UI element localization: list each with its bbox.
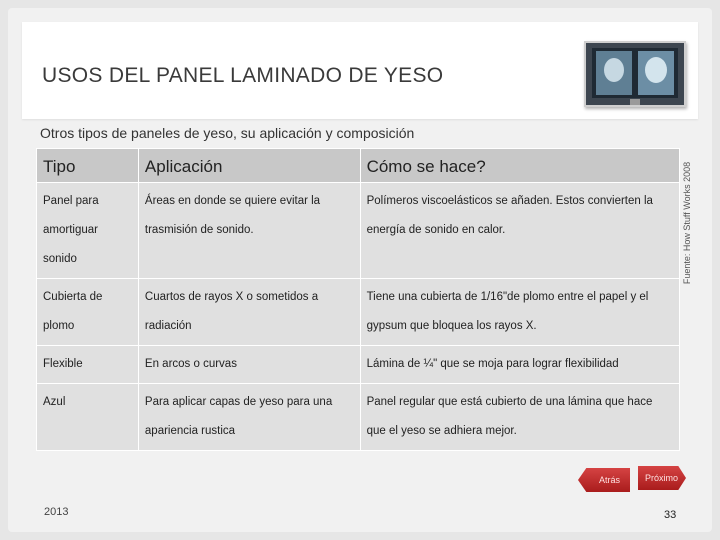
page-number: 33	[664, 509, 677, 521]
cell-como	[360, 384, 679, 451]
cell-tipo	[37, 183, 139, 279]
cell-line: que el yeso se adhiera mejor.	[366, 425, 517, 437]
slide-subtitle: Otros tipos de paneles de yeso, su aplicación y composición	[40, 125, 415, 141]
table-row	[37, 384, 680, 451]
cell-tipo	[37, 279, 139, 346]
cell-line: gypsum que bloquea los rayos X.	[366, 320, 537, 332]
header-aplicacion: Aplicación	[138, 149, 360, 183]
table-row	[37, 279, 680, 346]
gypsum-table	[36, 148, 680, 451]
previous-button-label: Atrás	[599, 475, 621, 485]
cell-line: apariencia rustica	[144, 425, 236, 437]
cell-line: amortiguar	[43, 224, 98, 236]
cell-aplicacion	[138, 279, 360, 346]
cell-tipo	[37, 346, 139, 384]
cell-line: Lámina de ¼" que se moja para lograr flexibilidad	[366, 358, 619, 370]
cell-line: Panel regular que está cubierto de una lámina que hace	[366, 396, 653, 408]
table-row	[37, 183, 680, 279]
source-note	[680, 150, 694, 295]
table-row	[37, 346, 680, 384]
cell-aplicacion	[138, 384, 360, 451]
cell-line: plomo	[43, 320, 75, 332]
cell-line: Cuartos de rayos X o sometidos a	[144, 291, 319, 303]
cell-line: Polímeros viscoelásticos se añaden. Estos convierten la	[366, 195, 653, 207]
cell-line: Cubierta de	[43, 291, 103, 303]
footer-year: 2013	[44, 506, 69, 518]
cell-line: Panel para	[43, 195, 99, 207]
cell-line: Azul	[43, 396, 66, 408]
cell-como	[360, 183, 679, 279]
header-tipo: Tipo	[37, 149, 139, 183]
cell-como	[360, 346, 679, 384]
cell-line: trasmisión de sonido.	[144, 224, 254, 236]
cell-line: Áreas en donde se quiere evitar la	[144, 195, 321, 207]
slide-title: USOS DEL PANEL LAMINADO DE YESO	[42, 64, 444, 87]
cell-line: energía de sonido en calor.	[366, 224, 506, 236]
cell-line: Tiene una cubierta de 1/16"de plomo entre el papel y el	[366, 291, 649, 303]
cell-aplicacion	[138, 346, 360, 384]
cell-line: En arcos o curvas	[144, 358, 237, 370]
next-button-label: Próximo	[645, 473, 679, 483]
cell-como	[360, 279, 679, 346]
cell-line: Flexible	[43, 358, 83, 370]
header-como: Cómo se hace?	[360, 149, 679, 183]
cell-line: sonido	[43, 253, 77, 265]
cell-line: Para aplicar capas de yeso para una	[144, 396, 333, 408]
cell-line: radiación	[144, 320, 192, 332]
xray-monitor-icon	[584, 41, 686, 107]
cell-tipo	[37, 384, 139, 451]
cell-aplicacion	[138, 183, 360, 279]
table-header-row	[37, 149, 680, 183]
source-text: Fuente: How Stuff Works 2008	[682, 161, 692, 284]
